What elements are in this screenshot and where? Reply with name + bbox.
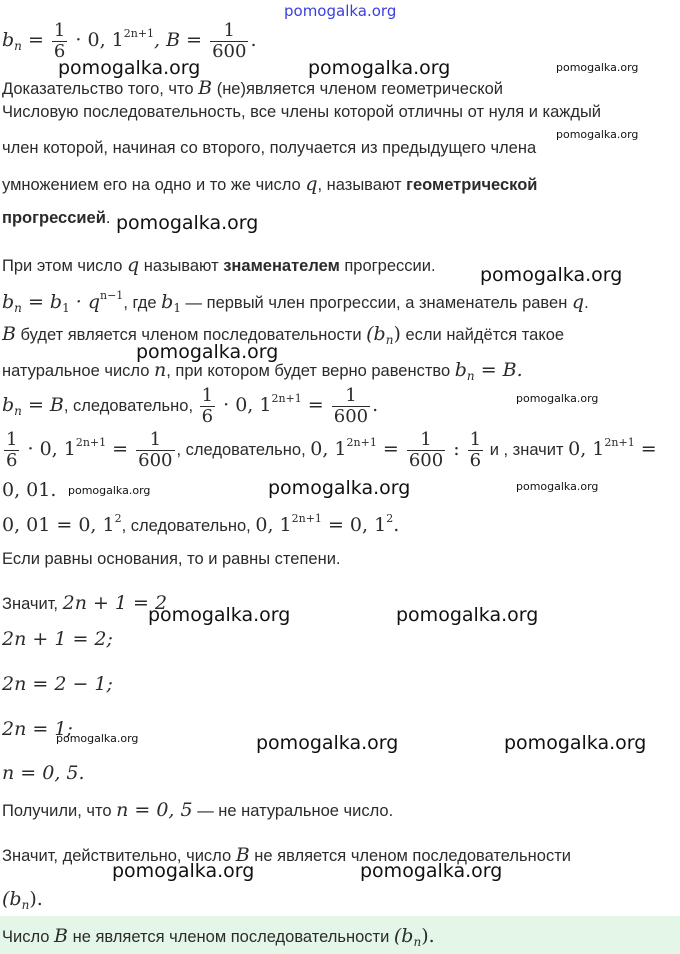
definition-line-3: умножением его на одно и то же число q, называют геометрической <box>2 173 538 195</box>
general-formula: $b_n = b_1 \cdot q^{n-1}$, где $b_1$ — первый член прогрессии, а знаменатель равен q. <box>2 289 589 315</box>
answer-text: Число B не является членом последовательности $(b_n)$. <box>2 925 435 949</box>
watermark: pomogalka.org <box>56 732 139 745</box>
step-3: 0, 01. <box>2 479 57 501</box>
watermark: pomogalka.org <box>556 61 639 74</box>
formula-given: $b_n$ = $\frac{1}{6}$ · 0, $1^{2n+1}$, B = $\frac{1}{600}$ . <box>2 20 257 62</box>
natural-number-line: натуральное число n, при котором будет верно равенство $b_n = B$. <box>2 359 523 383</box>
watermark: pomogalka.org <box>396 604 539 626</box>
equation-3: 2n = 1; <box>2 718 73 740</box>
bases-rule: Если равны основания, то и равны степени. <box>2 550 341 568</box>
watermark: pomogalka.org <box>516 480 599 493</box>
equation-2: 2n = 2 − 1; <box>2 673 113 695</box>
conclusion-line-2: $(b_n)$. <box>2 888 43 912</box>
watermark: pomogalka.org <box>504 732 647 754</box>
watermark: pomogalka.org <box>256 732 399 754</box>
definition-line-1: Числовую последовательность, все члены которой отличны от нуля и каждый <box>2 103 602 121</box>
watermark: pomogalka.org <box>148 604 291 626</box>
watermark: pomogalka.org <box>268 477 411 499</box>
conclusion-line-1: Значит, действительно, число B не является членом последовательности <box>2 844 571 866</box>
equation-1: 2n + 1 = 2; <box>2 628 113 650</box>
step-2: $\frac{1}{6}$ · 0, $1^{2n+1}$ = $\frac{1}{600}$ , следовательно, 0, $1^{2n+1}$ = $\frac{1}{600}$ : $\frac{1}{6}$ и , значит 0, $1^{2n+1}$ = <box>6 429 657 471</box>
membership-line: B будет является членом последовательности $(b_n)$ если найдётся такое <box>2 323 565 347</box>
so-line: Значит, 2n + 1 = 2 <box>2 592 168 614</box>
definition-line-2: член которой, начиная со второго, получается из предыдущего члена <box>2 139 537 157</box>
equation-4: n = 0, 5. <box>2 762 85 784</box>
definition-line-4: прогрессией. <box>2 209 111 227</box>
watermark: pomogalka.org <box>68 484 151 497</box>
site-link[interactable]: pomogalka.org <box>284 2 397 20</box>
result-line: Получили, что n = 0, 5 — не натуральное число. <box>2 799 394 821</box>
watermark: pomogalka.org <box>308 57 451 79</box>
watermark: pomogalka.org <box>136 341 279 363</box>
watermark: pomogalka.org <box>480 264 623 286</box>
watermark: pomogalka.org <box>112 860 255 882</box>
denominator-line: При этом число q называют знаменателем прогрессии. <box>2 254 436 276</box>
step-1: $b_n = B$, следовательно, $\frac{1}{6}$ · 0, $1^{2n+1}$ = $\frac{1}{600}$ . <box>2 385 379 427</box>
proof-heading: Доказательство того, что B (не)является членом геометрической <box>2 77 503 99</box>
watermark: pomogalka.org <box>58 57 201 79</box>
watermark: pomogalka.org <box>556 128 639 141</box>
step-4: 0, 01 = 0, $1^2$, следовательно, 0, $1^{2n+1} = 0$, $1^2$. <box>2 512 400 536</box>
watermark: pomogalka.org <box>360 860 503 882</box>
watermark: pomogalka.org <box>116 212 259 234</box>
watermark: pomogalka.org <box>516 392 599 405</box>
